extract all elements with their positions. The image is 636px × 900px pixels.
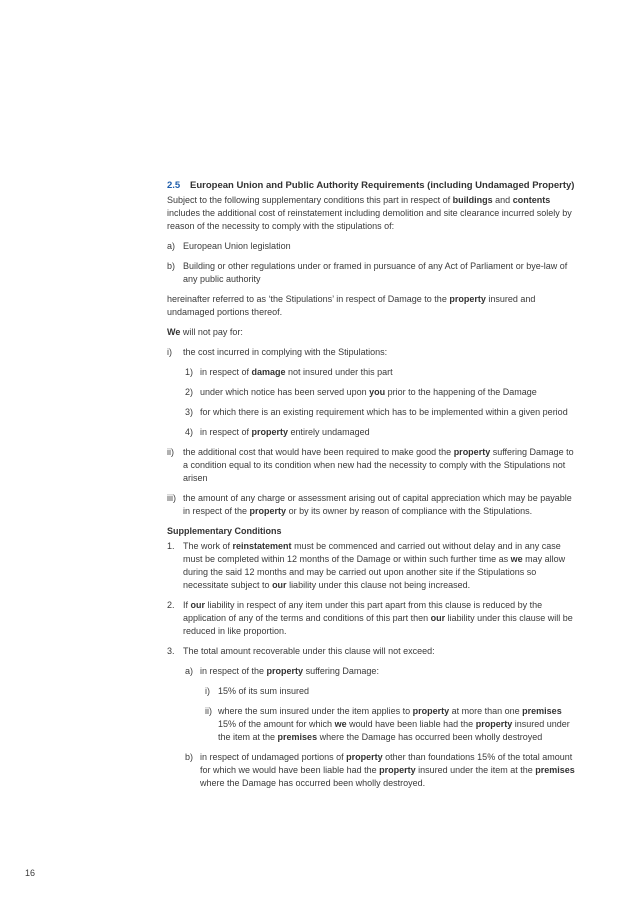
list-item-text bbox=[200, 665, 577, 678]
section-number: 2.5 bbox=[167, 180, 181, 191]
list-item bbox=[167, 599, 577, 638]
list-item-text bbox=[183, 346, 577, 359]
defined-term: we bbox=[510, 554, 523, 564]
list-marker: ii) bbox=[167, 447, 174, 457]
text-run: in respect of bbox=[200, 367, 252, 377]
text-run: 15% of its sum insured bbox=[218, 686, 310, 696]
list-item bbox=[185, 386, 577, 399]
defined-term: property bbox=[453, 447, 491, 457]
list-marker: ii) bbox=[205, 706, 212, 716]
defined-term: you bbox=[369, 387, 386, 397]
list-item-text bbox=[183, 446, 577, 485]
defined-term: contents bbox=[512, 195, 551, 205]
list-item-text bbox=[200, 406, 577, 419]
list-marker: 4) bbox=[185, 427, 194, 437]
defined-term: property bbox=[346, 752, 383, 762]
text-run: where the sum insured under the item applies to bbox=[218, 706, 413, 716]
defined-term: property bbox=[249, 506, 287, 516]
defined-term: property bbox=[449, 294, 486, 304]
text-run: liability in respect of any item under this part apart from this clause is reduced by the application of any of the terms and conditions of this part then bbox=[183, 600, 543, 623]
paragraph bbox=[167, 326, 577, 339]
defined-term: European Union and Public Authority Requirements (including Undamaged Property) bbox=[190, 180, 575, 191]
text-run: liability under this clause will be reduced in like proportion. bbox=[183, 613, 573, 636]
defined-term: property bbox=[251, 427, 289, 437]
list-item-text bbox=[218, 705, 577, 744]
list-item-text bbox=[183, 645, 577, 658]
list-item bbox=[167, 492, 577, 518]
list-item-text bbox=[200, 366, 577, 379]
list-marker: 3. bbox=[167, 646, 175, 656]
text-run: European Union legislation bbox=[183, 241, 291, 251]
text-run: entirely undamaged bbox=[288, 427, 370, 437]
text-run: The total amount recoverable under this clause will not exceed: bbox=[183, 646, 435, 656]
list-item bbox=[167, 260, 577, 286]
list-marker: i) bbox=[205, 686, 210, 696]
list-item-text bbox=[200, 426, 577, 439]
list-item-text bbox=[218, 685, 577, 698]
list-item-text bbox=[183, 599, 577, 638]
defined-term: reinstatement bbox=[232, 541, 292, 551]
defined-term: property bbox=[412, 706, 450, 716]
text-run: for which there is an existing requirement which has to be implemented within a given period bbox=[200, 407, 568, 417]
list-marker: iii) bbox=[167, 493, 176, 503]
text-run: other than foundations 15% of the total amount for which we would have been liable had the bbox=[200, 752, 573, 775]
text-run: the additional cost that would have been required to make good the bbox=[183, 447, 454, 457]
list-marker: a) bbox=[167, 241, 176, 251]
list-item bbox=[167, 240, 577, 253]
paragraph bbox=[167, 293, 577, 319]
list-item-text bbox=[183, 540, 577, 592]
defined-term: buildings bbox=[452, 195, 493, 205]
list-item bbox=[167, 446, 577, 485]
defined-term: our bbox=[430, 613, 446, 623]
text-run: the amount of any charge or assessment arising out of capital appreciation which may be payable in respect of the bbox=[183, 493, 572, 516]
text-run: the cost incurred in complying with the Stipulations: bbox=[183, 347, 388, 357]
text-run: must be commenced and carried out without delay and in any case must be completed within 12 months of the Damage or within such further time as bbox=[183, 541, 561, 564]
text-run: will not pay for: bbox=[180, 327, 243, 337]
document-blocks bbox=[167, 179, 577, 797]
text-run: Building or other regulations under or framed in pursuance of any Act of Parliament or bye-law of any public authority bbox=[183, 261, 568, 284]
list-marker: b) bbox=[185, 752, 194, 762]
list-item-text bbox=[183, 260, 577, 286]
text-run: and bbox=[492, 195, 513, 205]
text-run: The work of bbox=[183, 541, 233, 551]
list-marker: 3) bbox=[185, 407, 194, 417]
list-item bbox=[167, 540, 577, 592]
text-run: where the Damage has occurred been wholly destroyed bbox=[317, 732, 543, 742]
list-item-text bbox=[200, 386, 577, 399]
list-item bbox=[167, 346, 577, 359]
section-title bbox=[190, 179, 574, 192]
text-run: or by its owner by reason of compliance with the Stipulations. bbox=[286, 506, 533, 516]
list-item bbox=[185, 751, 577, 790]
page-number: 16 bbox=[25, 868, 36, 878]
text-run: prior to the happening of the Damage bbox=[385, 387, 537, 397]
defined-term: premises bbox=[535, 765, 575, 775]
list-item bbox=[205, 685, 577, 698]
text-run: insured under the item at the bbox=[415, 765, 536, 775]
text-run: in respect of bbox=[200, 427, 252, 437]
list-item bbox=[185, 366, 577, 379]
defined-term: our bbox=[272, 580, 287, 590]
text-run: hereinafter referred to as ‘the Stipulations’ in respect of Damage to the bbox=[167, 294, 450, 304]
text-run: insured under the item at the bbox=[218, 719, 570, 742]
text-run: If bbox=[183, 600, 191, 610]
defined-term: property bbox=[266, 666, 304, 676]
list-item-text bbox=[200, 751, 577, 790]
list-item bbox=[185, 426, 577, 439]
list-marker: 1. bbox=[167, 541, 175, 551]
defined-term: we bbox=[334, 719, 347, 729]
text-run: in respect of undamaged portions of bbox=[200, 752, 347, 762]
defined-term: premises bbox=[522, 706, 562, 716]
text-run: 15% of the amount for which bbox=[218, 719, 335, 729]
defined-term: property bbox=[379, 765, 416, 775]
list-item bbox=[205, 705, 577, 744]
list-item-text bbox=[183, 492, 577, 518]
text-run: not insured under this part bbox=[285, 367, 393, 377]
list-item-text bbox=[183, 240, 577, 253]
defined-term: our bbox=[190, 600, 206, 610]
list-marker: i) bbox=[167, 347, 172, 357]
defined-term: Supplementary Conditions bbox=[167, 526, 282, 536]
text-run: suffering Damage to a condition equal to its condition when new had the necessity to comply with the Stipulations not arisen bbox=[183, 447, 574, 483]
text-run: liability under this clause not being increased. bbox=[286, 580, 471, 590]
list-marker: 2. bbox=[167, 600, 175, 610]
defined-term: damage bbox=[251, 367, 286, 377]
list-item bbox=[185, 406, 577, 419]
defined-term: property bbox=[475, 719, 513, 729]
text-run: at more than one bbox=[449, 706, 523, 716]
text-run: in respect of the bbox=[200, 666, 267, 676]
text-run: would have been liable had the bbox=[346, 719, 476, 729]
list-marker: 1) bbox=[185, 367, 194, 377]
list-item bbox=[185, 665, 577, 678]
text-run: under which notice has been served upon bbox=[200, 387, 370, 397]
text-run: Subject to the following supplementary conditions this part in respect of bbox=[167, 195, 453, 205]
text-run: suffering Damage: bbox=[303, 666, 379, 676]
defined-term: We bbox=[167, 327, 181, 337]
list-item bbox=[167, 645, 577, 658]
list-marker: b) bbox=[167, 261, 176, 271]
defined-term: premises bbox=[277, 732, 318, 742]
text-run: may allow during the said 12 months and may be carried out upon another site if the Stipulations so necessitate subject to bbox=[183, 554, 566, 590]
text-run: where the Damage has occurred been wholly destroyed. bbox=[200, 778, 426, 788]
section-heading bbox=[167, 179, 577, 192]
text-run: insured and undamaged portions thereof. bbox=[167, 294, 536, 317]
list-marker: 2) bbox=[185, 387, 194, 397]
paragraph bbox=[167, 194, 577, 233]
list-marker: a) bbox=[185, 666, 194, 676]
text-run: includes the additional cost of reinstatement including demolition and site clearance incurred solely by reason of the necessity to comply with the stipulations of: bbox=[167, 208, 572, 231]
subsection-heading bbox=[167, 525, 577, 538]
